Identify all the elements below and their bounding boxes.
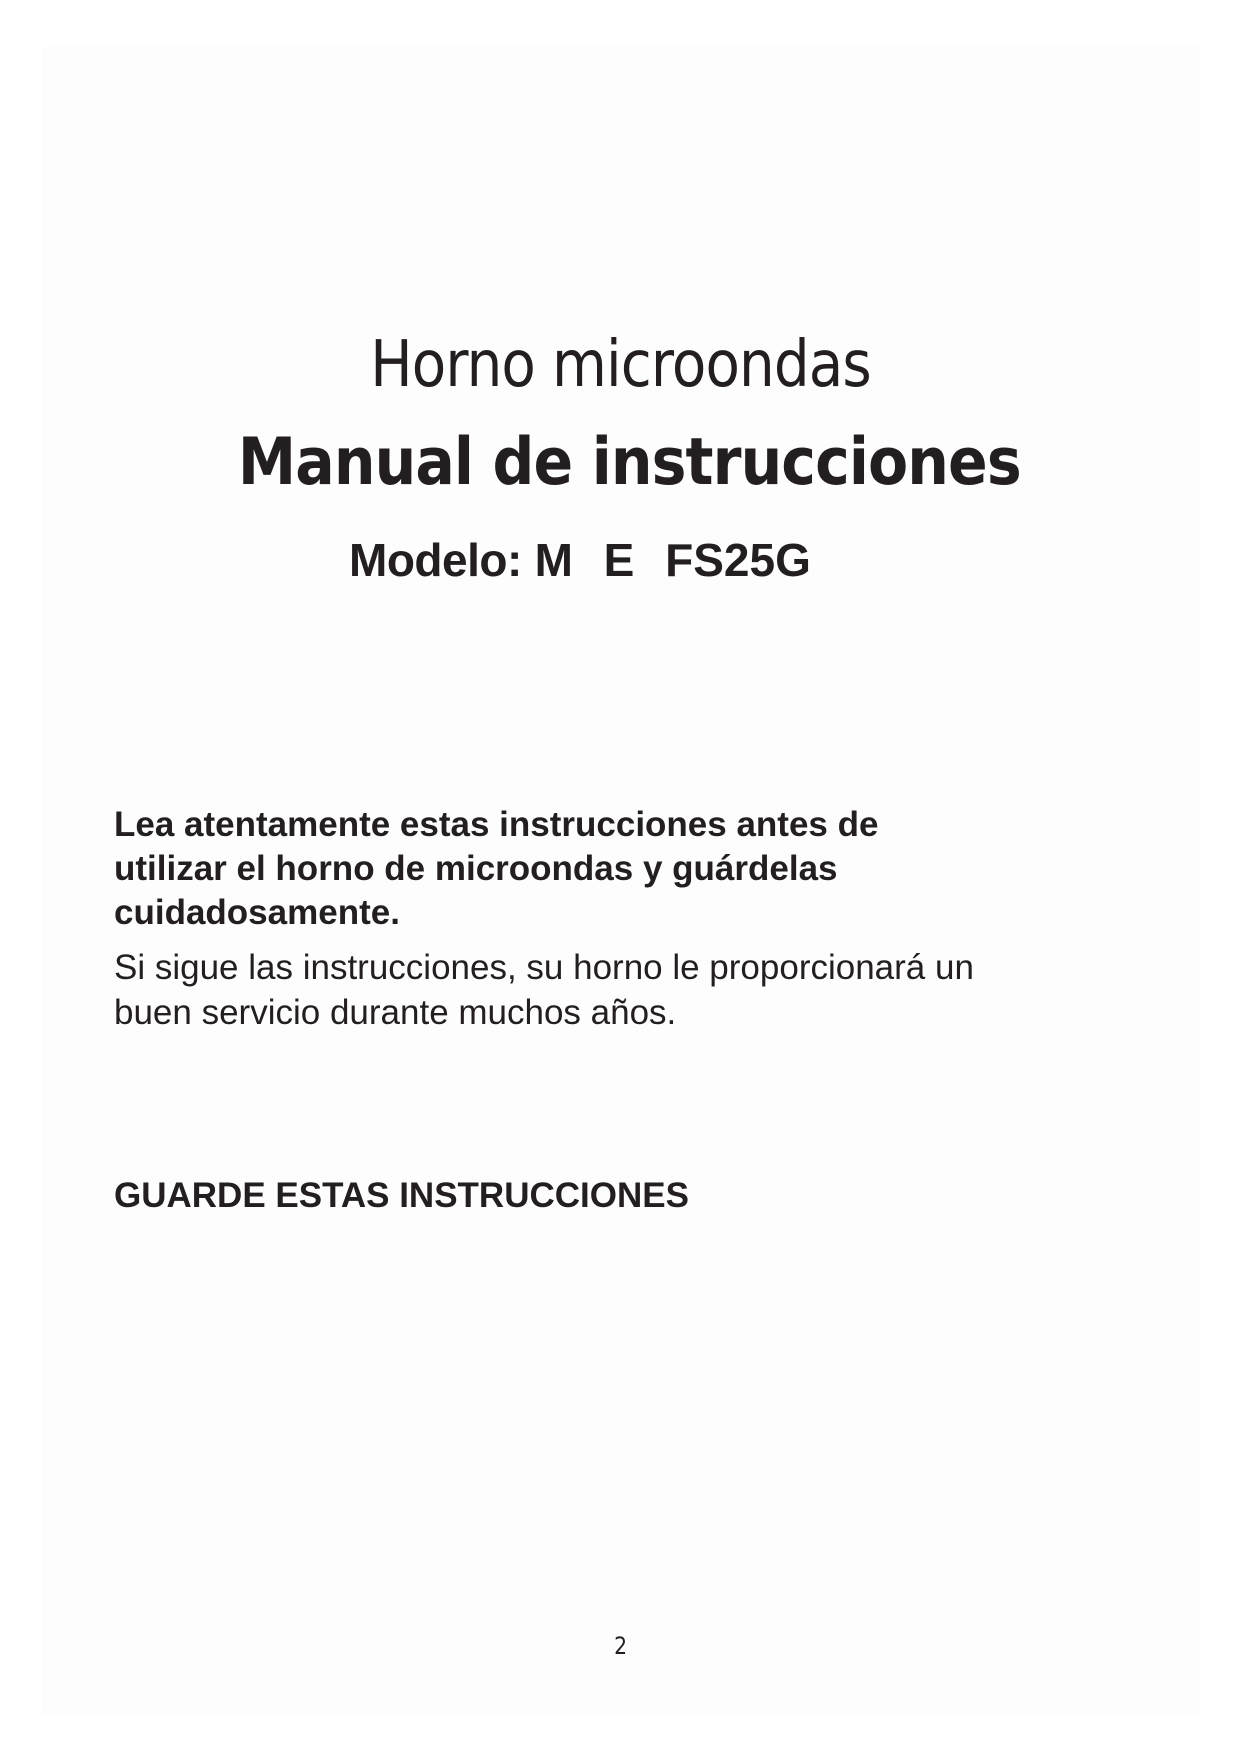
save-instructions-note: GUARDE ESTAS INSTRUCCIONES <box>114 1176 689 1215</box>
document-subtitle: Manual de instrucciones <box>237 425 1021 500</box>
document-title: Horno microondas <box>370 328 871 402</box>
intro-warning-line: Lea atentamente estas instrucciones antes de <box>114 805 879 844</box>
page-number: 2 <box>614 1632 628 1660</box>
model-value: M E FS25G <box>534 534 811 586</box>
intro-warning-line: cuidadosamente. <box>114 893 400 932</box>
intro-note <box>114 945 1074 1035</box>
model-line <box>349 533 811 587</box>
intro-note-line: buen servicio durante muchos años. <box>114 993 677 1032</box>
model-label: Modelo: <box>349 534 522 586</box>
intro-note-line: Si sigue las instrucciones, su horno le proporcionará un <box>114 948 974 987</box>
intro-warning <box>114 803 1074 935</box>
intro-warning-line: utilizar el horno de microondas y guárdelas <box>114 849 838 888</box>
